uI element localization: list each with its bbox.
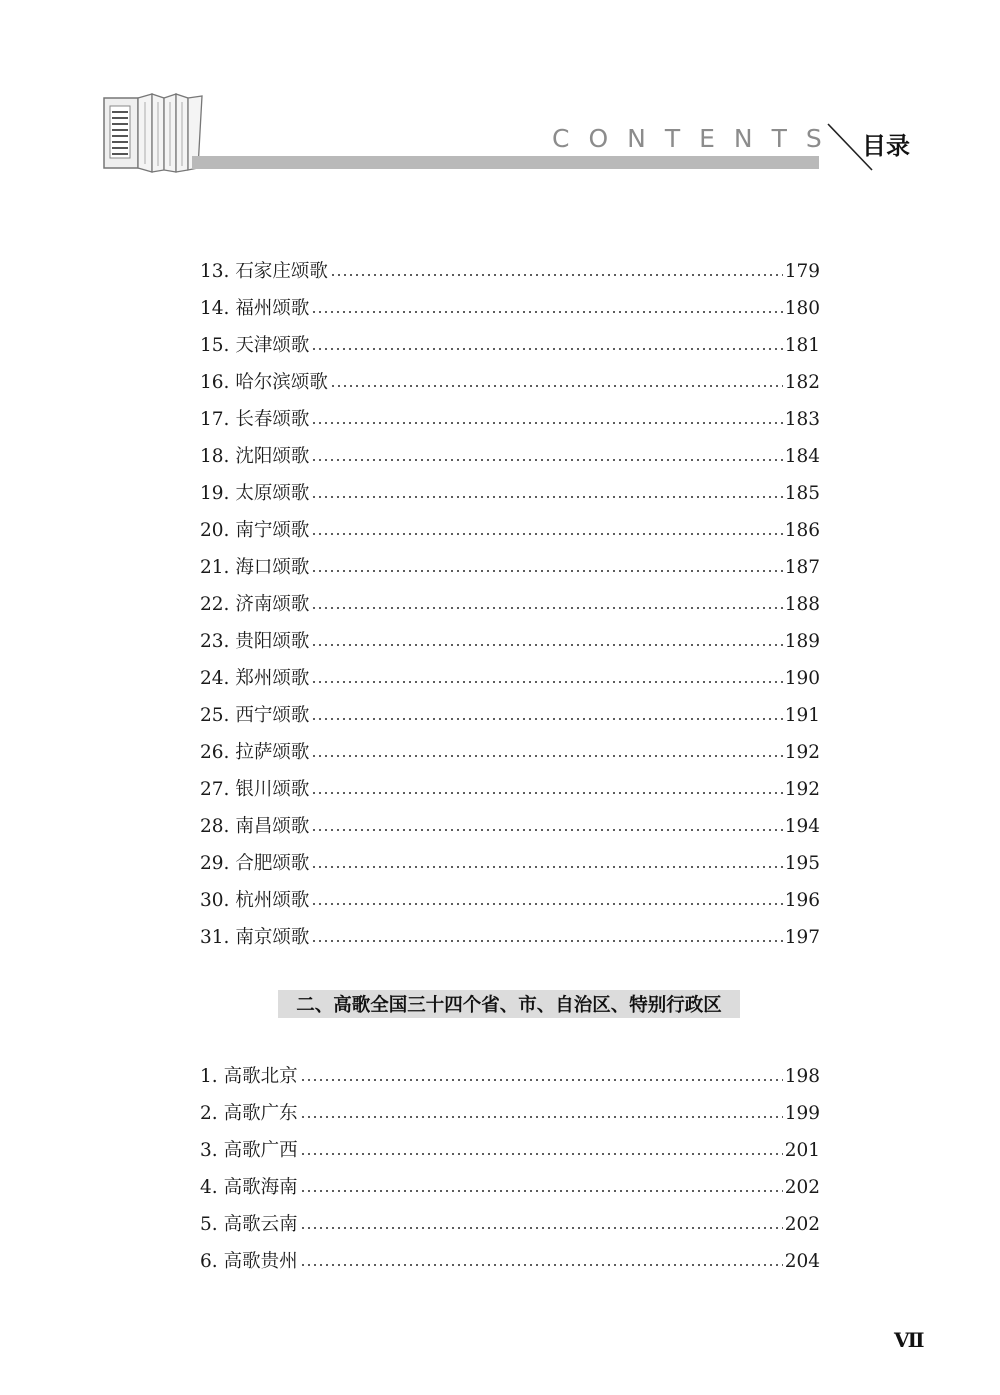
toc-entry[interactable] — [200, 1095, 820, 1132]
entry-number: 19. — [200, 483, 230, 504]
entry-number: 2. — [200, 1103, 218, 1124]
entry-page-number: 195 — [784, 853, 820, 874]
toc-entry[interactable] — [200, 290, 820, 327]
dot-leader — [311, 866, 782, 868]
entry-page-number: 192 — [784, 742, 820, 763]
entry-page-number: 187 — [784, 557, 820, 578]
entry-page-number: 192 — [784, 779, 820, 800]
entry-title: 高歌贵州 — [223, 1251, 298, 1272]
entry-title: 高歌海南 — [223, 1177, 298, 1198]
header-rule — [192, 156, 819, 169]
page-number: Ⅶ — [894, 1328, 925, 1352]
entry-number: 21. — [200, 557, 230, 578]
entry-title: 太原颂歌 — [235, 483, 310, 504]
entry-page-number: 181 — [784, 335, 820, 356]
dot-leader — [330, 274, 783, 276]
entry-number: 4. — [200, 1177, 218, 1198]
dot-leader — [311, 570, 782, 572]
toc-entry[interactable] — [200, 586, 820, 623]
entry-page-number: 191 — [784, 705, 820, 726]
entry-number: 15. — [200, 335, 230, 356]
toc-entry[interactable] — [200, 1206, 820, 1243]
entry-number: 3. — [200, 1140, 218, 1161]
entry-title: 天津颂歌 — [235, 335, 310, 356]
entry-number: 17. — [200, 409, 230, 430]
toc-entry[interactable] — [200, 438, 820, 475]
dot-leader — [300, 1190, 783, 1192]
entry-title: 郑州颂歌 — [235, 668, 310, 689]
toc-entry[interactable] — [200, 697, 820, 734]
entry-number: 18. — [200, 446, 230, 467]
dot-leader — [311, 940, 782, 942]
entry-number: 1. — [200, 1066, 218, 1087]
entry-page-number: 202 — [784, 1177, 820, 1198]
toc-entry[interactable] — [200, 549, 820, 586]
entry-title: 长春颂歌 — [235, 409, 310, 430]
entry-page-number: 189 — [784, 631, 820, 652]
toc-entry[interactable] — [200, 919, 820, 956]
dot-leader — [300, 1264, 783, 1266]
toc-entry[interactable] — [200, 660, 820, 697]
dot-leader — [311, 718, 782, 720]
dot-leader — [311, 496, 782, 498]
entry-page-number: 184 — [784, 446, 820, 467]
toc-entry[interactable] — [200, 401, 820, 438]
entry-page-number: 202 — [784, 1214, 820, 1235]
entry-page-number: 180 — [784, 298, 820, 319]
dot-leader — [311, 755, 782, 757]
dot-leader — [311, 607, 782, 609]
entry-title: 南京颂歌 — [235, 927, 310, 948]
toc-entry[interactable] — [200, 1058, 820, 1095]
entry-number: 16. — [200, 372, 230, 393]
entry-number: 5. — [200, 1214, 218, 1235]
entry-number: 13. — [200, 261, 230, 282]
entry-page-number: 188 — [784, 594, 820, 615]
toc-list-city-songs — [200, 253, 820, 956]
toc-entry[interactable] — [200, 364, 820, 401]
entry-number: 20. — [200, 520, 230, 541]
dot-leader — [311, 348, 782, 350]
entry-page-number: 190 — [784, 668, 820, 689]
entry-page-number: 198 — [784, 1066, 820, 1087]
toc-entry[interactable] — [200, 623, 820, 660]
toc-entry[interactable] — [200, 1132, 820, 1169]
toc-entry[interactable] — [200, 1169, 820, 1206]
entry-page-number: 185 — [784, 483, 820, 504]
entry-number: 25. — [200, 705, 230, 726]
entry-title: 高歌广东 — [223, 1103, 298, 1124]
entry-number: 28. — [200, 816, 230, 837]
toc-list-province-songs — [200, 1058, 820, 1280]
dot-leader — [311, 903, 782, 905]
dot-leader — [311, 644, 782, 646]
entry-title: 银川颂歌 — [235, 779, 310, 800]
entry-title: 沈阳颂歌 — [235, 446, 310, 467]
toc-entry[interactable] — [200, 1243, 820, 1280]
dot-leader — [330, 385, 783, 387]
entry-number: 6. — [200, 1251, 218, 1272]
dot-leader — [311, 533, 782, 535]
dot-leader — [311, 792, 782, 794]
entry-title: 高歌云南 — [223, 1214, 298, 1235]
dot-leader — [311, 422, 782, 424]
toc-entry[interactable] — [200, 253, 820, 290]
entry-page-number: 179 — [784, 261, 820, 282]
entry-number: 26. — [200, 742, 230, 763]
entry-page-number: 186 — [784, 520, 820, 541]
entry-title: 西宁颂歌 — [235, 705, 310, 726]
entry-title: 哈尔滨颂歌 — [235, 372, 328, 393]
entry-title: 高歌北京 — [223, 1066, 298, 1087]
section-heading: 二、高歌全国三十四个省、市、自治区、特别行政区 — [278, 990, 740, 1018]
entry-number: 14. — [200, 298, 230, 319]
entry-title: 南宁颂歌 — [235, 520, 310, 541]
contents-heading: CONTENTS — [552, 124, 841, 153]
entry-title: 福州颂歌 — [235, 298, 310, 319]
dot-leader — [311, 311, 782, 313]
entry-title: 海口颂歌 — [235, 557, 310, 578]
page-header — [0, 0, 1000, 200]
toc-entry[interactable] — [200, 845, 820, 882]
entry-title: 贵阳颂歌 — [235, 631, 310, 652]
contents-title-cn: 目录 — [862, 132, 910, 160]
entry-page-number: 182 — [784, 372, 820, 393]
entry-number: 24. — [200, 668, 230, 689]
entry-title: 高歌广西 — [223, 1140, 298, 1161]
toc-entry[interactable] — [200, 882, 820, 919]
dot-leader — [311, 459, 782, 461]
entry-title: 合肥颂歌 — [235, 853, 310, 874]
dot-leader — [311, 829, 782, 831]
toc-entry[interactable] — [200, 327, 820, 364]
entry-title: 拉萨颂歌 — [235, 742, 310, 763]
entry-page-number: 197 — [784, 927, 820, 948]
toc-entry[interactable] — [200, 734, 820, 771]
dot-leader — [300, 1227, 783, 1229]
entry-number: 29. — [200, 853, 230, 874]
entry-page-number: 194 — [784, 816, 820, 837]
entry-number: 22. — [200, 594, 230, 615]
entry-page-number: 183 — [784, 409, 820, 430]
entry-page-number: 199 — [784, 1103, 820, 1124]
entry-title: 济南颂歌 — [235, 594, 310, 615]
entry-number: 27. — [200, 779, 230, 800]
dot-leader — [300, 1079, 783, 1081]
entry-page-number: 204 — [784, 1251, 820, 1272]
toc-entry[interactable] — [200, 771, 820, 808]
entry-page-number: 201 — [784, 1140, 820, 1161]
entry-number: 23. — [200, 631, 230, 652]
dot-leader — [311, 681, 782, 683]
toc-entry[interactable] — [200, 475, 820, 512]
entry-title: 石家庄颂歌 — [235, 261, 328, 282]
dot-leader — [300, 1153, 783, 1155]
entry-number: 31. — [200, 927, 230, 948]
entry-page-number: 196 — [784, 890, 820, 911]
entry-title: 杭州颂歌 — [235, 890, 310, 911]
dot-leader — [300, 1116, 783, 1118]
entry-title: 南昌颂歌 — [235, 816, 310, 837]
entry-number: 30. — [200, 890, 230, 911]
toc-entry[interactable] — [200, 512, 820, 549]
toc-entry[interactable] — [200, 808, 820, 845]
